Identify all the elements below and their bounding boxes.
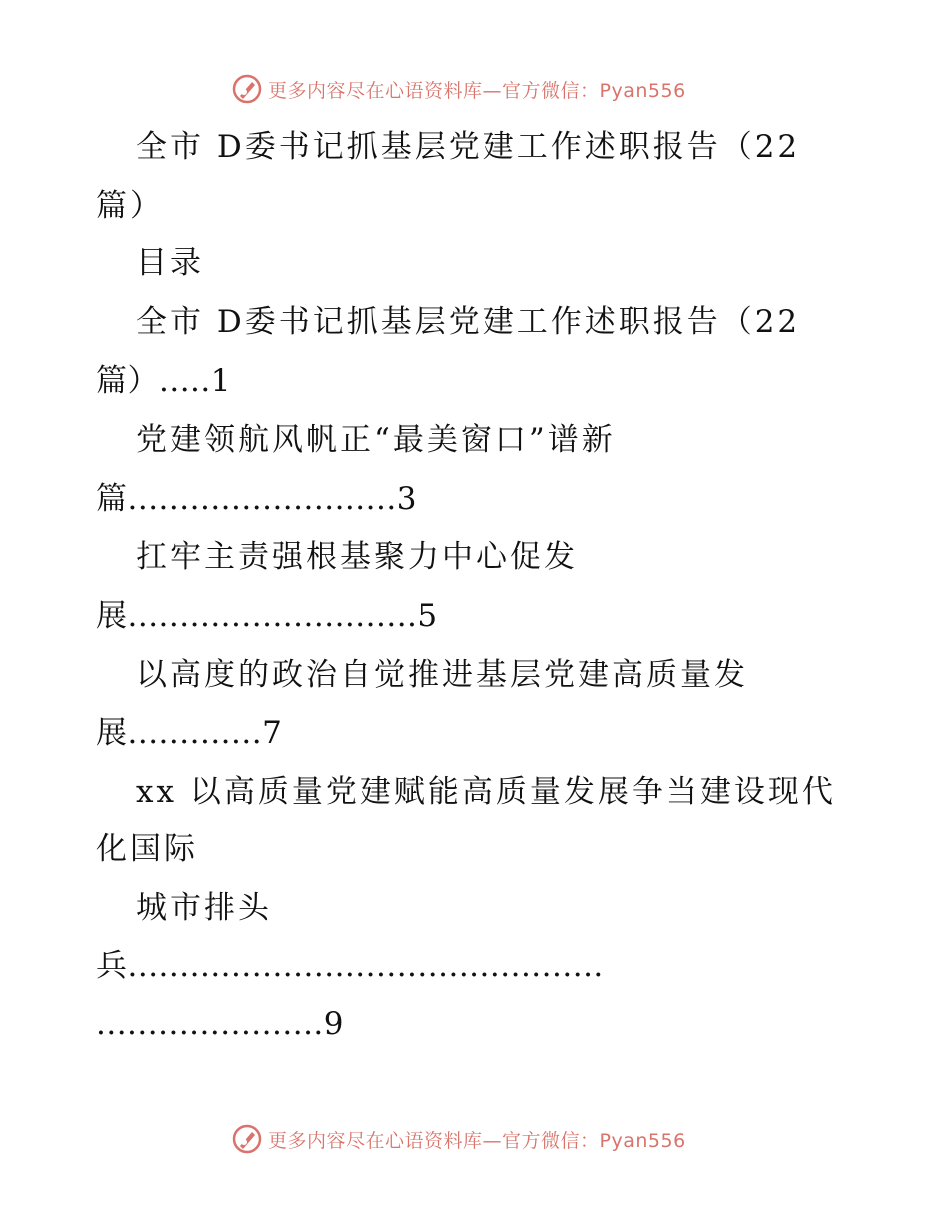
pen-logo-icon xyxy=(232,1124,262,1154)
toc-entry-4-title: 以高度的政治自觉推进基层党建高质量发 xyxy=(136,657,748,693)
toc-entry-5-title: xx 以高质量党建赋能高质量发展争当建设现代 xyxy=(136,774,836,810)
pen-logo-icon xyxy=(232,74,262,104)
watermark-text: 更多内容尽在心语资料库—官方微信：Pyan556 xyxy=(268,79,686,102)
toc-heading: 目录 xyxy=(136,245,204,281)
toc-entry-3-leader: 展............................5 xyxy=(96,598,438,634)
toc-entry-1-leader: 篇）.....1 xyxy=(96,363,231,399)
watermark-text: 更多内容尽在心语资料库—官方微信：Pyan556 xyxy=(268,1129,686,1152)
doc-title-line-2: 篇） xyxy=(96,188,164,224)
toc-entry-2-title: 党建领航风帆正“最美窗口”谱新 xyxy=(136,422,616,458)
toc-entry-5-leader-cont: ......................9 xyxy=(96,1006,345,1042)
toc-entry-1-title: 全市 D委书记抓基层党建工作述职报告（22 xyxy=(136,304,801,340)
footer-watermark xyxy=(232,1122,752,1156)
doc-title-line-1: 全市 D委书记抓基层党建工作述职报告（22 xyxy=(136,129,801,165)
toc-entry-3-title: 扛牢主责强根基聚力中心促发 xyxy=(136,539,578,575)
toc-entry-5-title-cont-1: 化国际 xyxy=(96,831,198,867)
toc-entry-5-title-cont-2: 城市排头 xyxy=(136,890,272,926)
header-watermark xyxy=(232,72,752,106)
toc-entry-4-leader: 展.............7 xyxy=(96,715,283,751)
toc-entry-5-leader: 兵.............................................. xyxy=(96,948,604,984)
toc-entry-2-leader: 篇..........................3 xyxy=(96,481,417,517)
